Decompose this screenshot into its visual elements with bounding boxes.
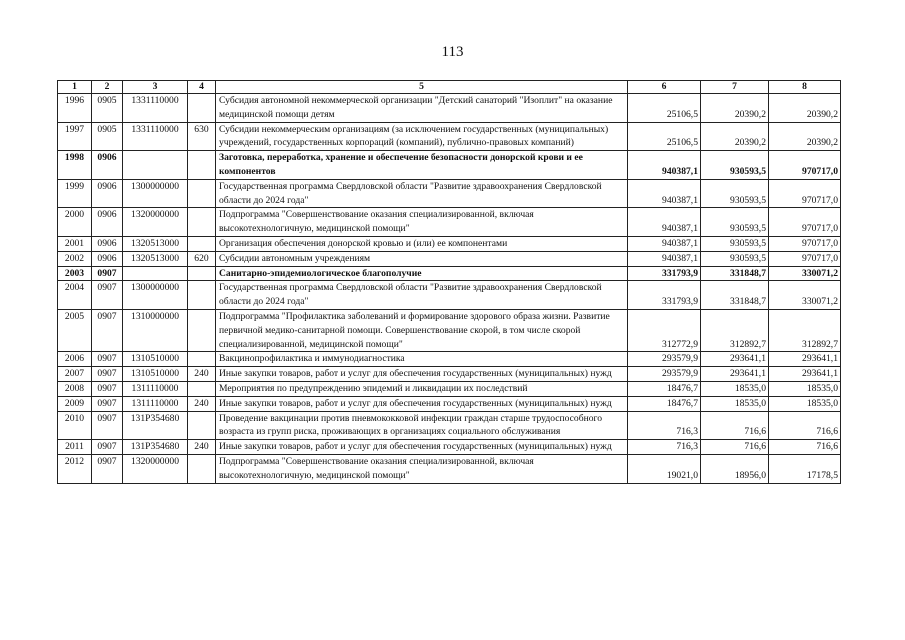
row-number: 2003 — [58, 266, 92, 281]
amount-col-7: 331848,7 — [701, 281, 769, 310]
amount-col-7: 716,6 — [701, 411, 769, 440]
section-code: 0907 — [92, 411, 123, 440]
amount-col-8: 330071,2 — [769, 281, 841, 310]
expense-type-code — [188, 94, 216, 123]
row-number: 2010 — [58, 411, 92, 440]
item-name: Проведение вакцинации против пневмококковой инфекции граждан старше трудоспособного возраста из групп риска, проживающих в организациях социального обслуживания — [216, 411, 628, 440]
item-name: Государственная программа Свердловской области "Развитие здравоохранения Свердловской области до 2024 года" — [216, 179, 628, 208]
row-number: 1999 — [58, 179, 92, 208]
item-name: Организация обеспечения донорской кровью и (или) ее компонентами — [216, 236, 628, 251]
row-number: 2011 — [58, 440, 92, 455]
expense-type-code — [188, 454, 216, 483]
amount-col-7: 20390,2 — [701, 94, 769, 123]
amount-col-6: 25106,5 — [628, 122, 701, 151]
amount-col-6: 293579,9 — [628, 352, 701, 367]
section-code: 0907 — [92, 381, 123, 396]
expense-type-code — [188, 281, 216, 310]
amount-col-8: 970717,0 — [769, 151, 841, 180]
expense-type-code — [188, 266, 216, 281]
row-number: 2005 — [58, 309, 92, 351]
header-col-5: 5 — [216, 81, 628, 94]
expense-type-code — [188, 179, 216, 208]
amount-col-7: 18535,0 — [701, 396, 769, 411]
section-code: 0907 — [92, 309, 123, 351]
amount-col-6: 716,3 — [628, 411, 701, 440]
table-row — [58, 411, 841, 440]
amount-col-6: 25106,5 — [628, 94, 701, 123]
header-col-4: 4 — [188, 81, 216, 94]
expense-type-code: 240 — [188, 396, 216, 411]
amount-col-6: 293579,9 — [628, 367, 701, 382]
expense-type-code — [188, 208, 216, 237]
section-code: 0905 — [92, 94, 123, 123]
amount-col-7: 18535,0 — [701, 381, 769, 396]
target-article-code — [123, 151, 188, 180]
target-article-code: 1300000000 — [123, 281, 188, 310]
amount-col-6: 716,3 — [628, 440, 701, 455]
section-code: 0906 — [92, 179, 123, 208]
row-number: 2007 — [58, 367, 92, 382]
target-article-code: 1331110000 — [123, 122, 188, 151]
expense-type-code: 620 — [188, 251, 216, 266]
amount-col-8: 293641,1 — [769, 367, 841, 382]
amount-col-7: 930593,5 — [701, 151, 769, 180]
amount-col-6: 940387,1 — [628, 208, 701, 237]
item-name: Подпрограмма "Профилактика заболеваний и формирование здорового образа жизни. Развитие первичной медико-санитарной помощи. Совершенствование скорой, в том числе скорой специализированной, медицинской помощи" — [216, 309, 628, 351]
target-article-code: 1300000000 — [123, 179, 188, 208]
expense-type-code: 630 — [188, 122, 216, 151]
table-row — [58, 454, 841, 483]
item-name: Иные закупки товаров, работ и услуг для обеспечения государственных (муниципальных) нужд — [216, 440, 628, 455]
header-col-2: 2 — [92, 81, 123, 94]
section-code: 0907 — [92, 396, 123, 411]
expense-type-code — [188, 151, 216, 180]
table-row — [58, 151, 841, 180]
item-name: Заготовка, переработка, хранение и обеспечение безопасности донорской крови и ее компонентов — [216, 151, 628, 180]
amount-col-6: 940387,1 — [628, 179, 701, 208]
expense-type-code — [188, 352, 216, 367]
row-number: 2002 — [58, 251, 92, 266]
target-article-code — [123, 266, 188, 281]
row-number: 1996 — [58, 94, 92, 123]
item-name: Подпрограмма "Совершенствование оказания специализированной, включая высокотехнологичную, медицинской помощи" — [216, 208, 628, 237]
amount-col-6: 940387,1 — [628, 151, 701, 180]
amount-col-8: 716,6 — [769, 440, 841, 455]
row-number: 2009 — [58, 396, 92, 411]
target-article-code: 1320000000 — [123, 208, 188, 237]
amount-col-8: 20390,2 — [769, 122, 841, 151]
item-name: Подпрограмма "Совершенствование оказания специализированной, включая высокотехнологичную, медицинской помощи" — [216, 454, 628, 483]
table-row — [58, 440, 841, 455]
section-code: 0907 — [92, 266, 123, 281]
row-number: 2001 — [58, 236, 92, 251]
target-article-code: 1310510000 — [123, 352, 188, 367]
amount-col-8: 17178,5 — [769, 454, 841, 483]
amount-col-7: 18956,0 — [701, 454, 769, 483]
expense-type-code — [188, 411, 216, 440]
section-code: 0907 — [92, 440, 123, 455]
amount-col-7: 930593,5 — [701, 251, 769, 266]
row-number: 1997 — [58, 122, 92, 151]
table-row — [58, 281, 841, 310]
section-code: 0907 — [92, 352, 123, 367]
amount-col-8: 970717,0 — [769, 251, 841, 266]
amount-col-6: 18476,7 — [628, 396, 701, 411]
expense-type-code — [188, 236, 216, 251]
header-row — [58, 81, 841, 94]
amount-col-8: 18535,0 — [769, 396, 841, 411]
amount-col-7: 293641,1 — [701, 367, 769, 382]
item-name: Государственная программа Свердловской области "Развитие здравоохранения Свердловской области до 2024 года" — [216, 281, 628, 310]
row-number: 2004 — [58, 281, 92, 310]
header-col-3: 3 — [123, 81, 188, 94]
table-row — [58, 208, 841, 237]
section-code: 0906 — [92, 251, 123, 266]
table-row — [58, 251, 841, 266]
section-code: 0907 — [92, 281, 123, 310]
item-name: Вакцинопрофилактика и иммунодиагностика — [216, 352, 628, 367]
table-body — [58, 94, 841, 484]
target-article-code: 1311110000 — [123, 381, 188, 396]
budget-table — [57, 80, 841, 484]
target-article-code: 1320513000 — [123, 251, 188, 266]
amount-col-8: 716,6 — [769, 411, 841, 440]
item-name: Санитарно-эпидемиологическое благополучие — [216, 266, 628, 281]
row-number: 2006 — [58, 352, 92, 367]
table-row — [58, 94, 841, 123]
item-name: Мероприятия по предупреждению эпидемий и ликвидации их последствий — [216, 381, 628, 396]
expense-type-code — [188, 381, 216, 396]
section-code: 0905 — [92, 122, 123, 151]
amount-col-7: 20390,2 — [701, 122, 769, 151]
amount-col-8: 20390,2 — [769, 94, 841, 123]
amount-col-6: 331793,9 — [628, 281, 701, 310]
target-article-code: 131P354680 — [123, 440, 188, 455]
item-name: Иные закупки товаров, работ и услуг для обеспечения государственных (муниципальных) нужд — [216, 367, 628, 382]
expense-type-code: 240 — [188, 367, 216, 382]
amount-col-7: 716,6 — [701, 440, 769, 455]
target-article-code: 1320513000 — [123, 236, 188, 251]
amount-col-8: 18535,0 — [769, 381, 841, 396]
section-code: 0906 — [92, 151, 123, 180]
target-article-code: 131P354680 — [123, 411, 188, 440]
amount-col-6: 940387,1 — [628, 251, 701, 266]
table-row — [58, 367, 841, 382]
table-row — [58, 381, 841, 396]
section-code: 0907 — [92, 367, 123, 382]
table-row — [58, 266, 841, 281]
amount-col-7: 930593,5 — [701, 236, 769, 251]
amount-col-6: 19021,0 — [628, 454, 701, 483]
table-row — [58, 396, 841, 411]
amount-col-8: 970717,0 — [769, 208, 841, 237]
target-article-code: 1310000000 — [123, 309, 188, 351]
amount-col-6: 312772,9 — [628, 309, 701, 351]
target-article-code: 1331110000 — [123, 94, 188, 123]
amount-col-6: 18476,7 — [628, 381, 701, 396]
amount-col-8: 970717,0 — [769, 236, 841, 251]
header-col-7: 7 — [701, 81, 769, 94]
amount-col-6: 940387,1 — [628, 236, 701, 251]
section-code: 0907 — [92, 454, 123, 483]
table-row — [58, 309, 841, 351]
target-article-code: 1310510000 — [123, 367, 188, 382]
item-name: Субсидия автономной некоммерческой организации "Детский санаторий "Изоплит" на оказание медицинской помощи детям — [216, 94, 628, 123]
row-number: 1998 — [58, 151, 92, 180]
expense-type-code: 240 — [188, 440, 216, 455]
target-article-code: 1320000000 — [123, 454, 188, 483]
page-number: 113 — [441, 44, 464, 60]
table-row — [58, 352, 841, 367]
amount-col-7: 293641,1 — [701, 352, 769, 367]
amount-col-6: 331793,9 — [628, 266, 701, 281]
section-code: 0906 — [92, 208, 123, 237]
amount-col-8: 293641,1 — [769, 352, 841, 367]
header-col-6: 6 — [628, 81, 701, 94]
expense-type-code — [188, 309, 216, 351]
row-number: 2008 — [58, 381, 92, 396]
section-code: 0906 — [92, 236, 123, 251]
table-row — [58, 236, 841, 251]
amount-col-7: 930593,5 — [701, 179, 769, 208]
row-number: 2012 — [58, 454, 92, 483]
item-name: Иные закупки товаров, работ и услуг для обеспечения государственных (муниципальных) нужд — [216, 396, 628, 411]
table-row — [58, 179, 841, 208]
amount-col-7: 312892,7 — [701, 309, 769, 351]
amount-col-8: 312892,7 — [769, 309, 841, 351]
item-name: Субсидии некоммерческим организациям (за исключением государственных (муниципальных) учреждений, государственных корпораций (компаний), публично-правовых компаний) — [216, 122, 628, 151]
amount-col-8: 330071,2 — [769, 266, 841, 281]
header-col-1: 1 — [58, 81, 92, 94]
item-name: Субсидии автономным учреждениям — [216, 251, 628, 266]
row-number: 2000 — [58, 208, 92, 237]
amount-col-8: 970717,0 — [769, 179, 841, 208]
amount-col-7: 930593,5 — [701, 208, 769, 237]
amount-col-7: 331848,7 — [701, 266, 769, 281]
target-article-code: 1311110000 — [123, 396, 188, 411]
table-row — [58, 122, 841, 151]
header-col-8: 8 — [769, 81, 841, 94]
